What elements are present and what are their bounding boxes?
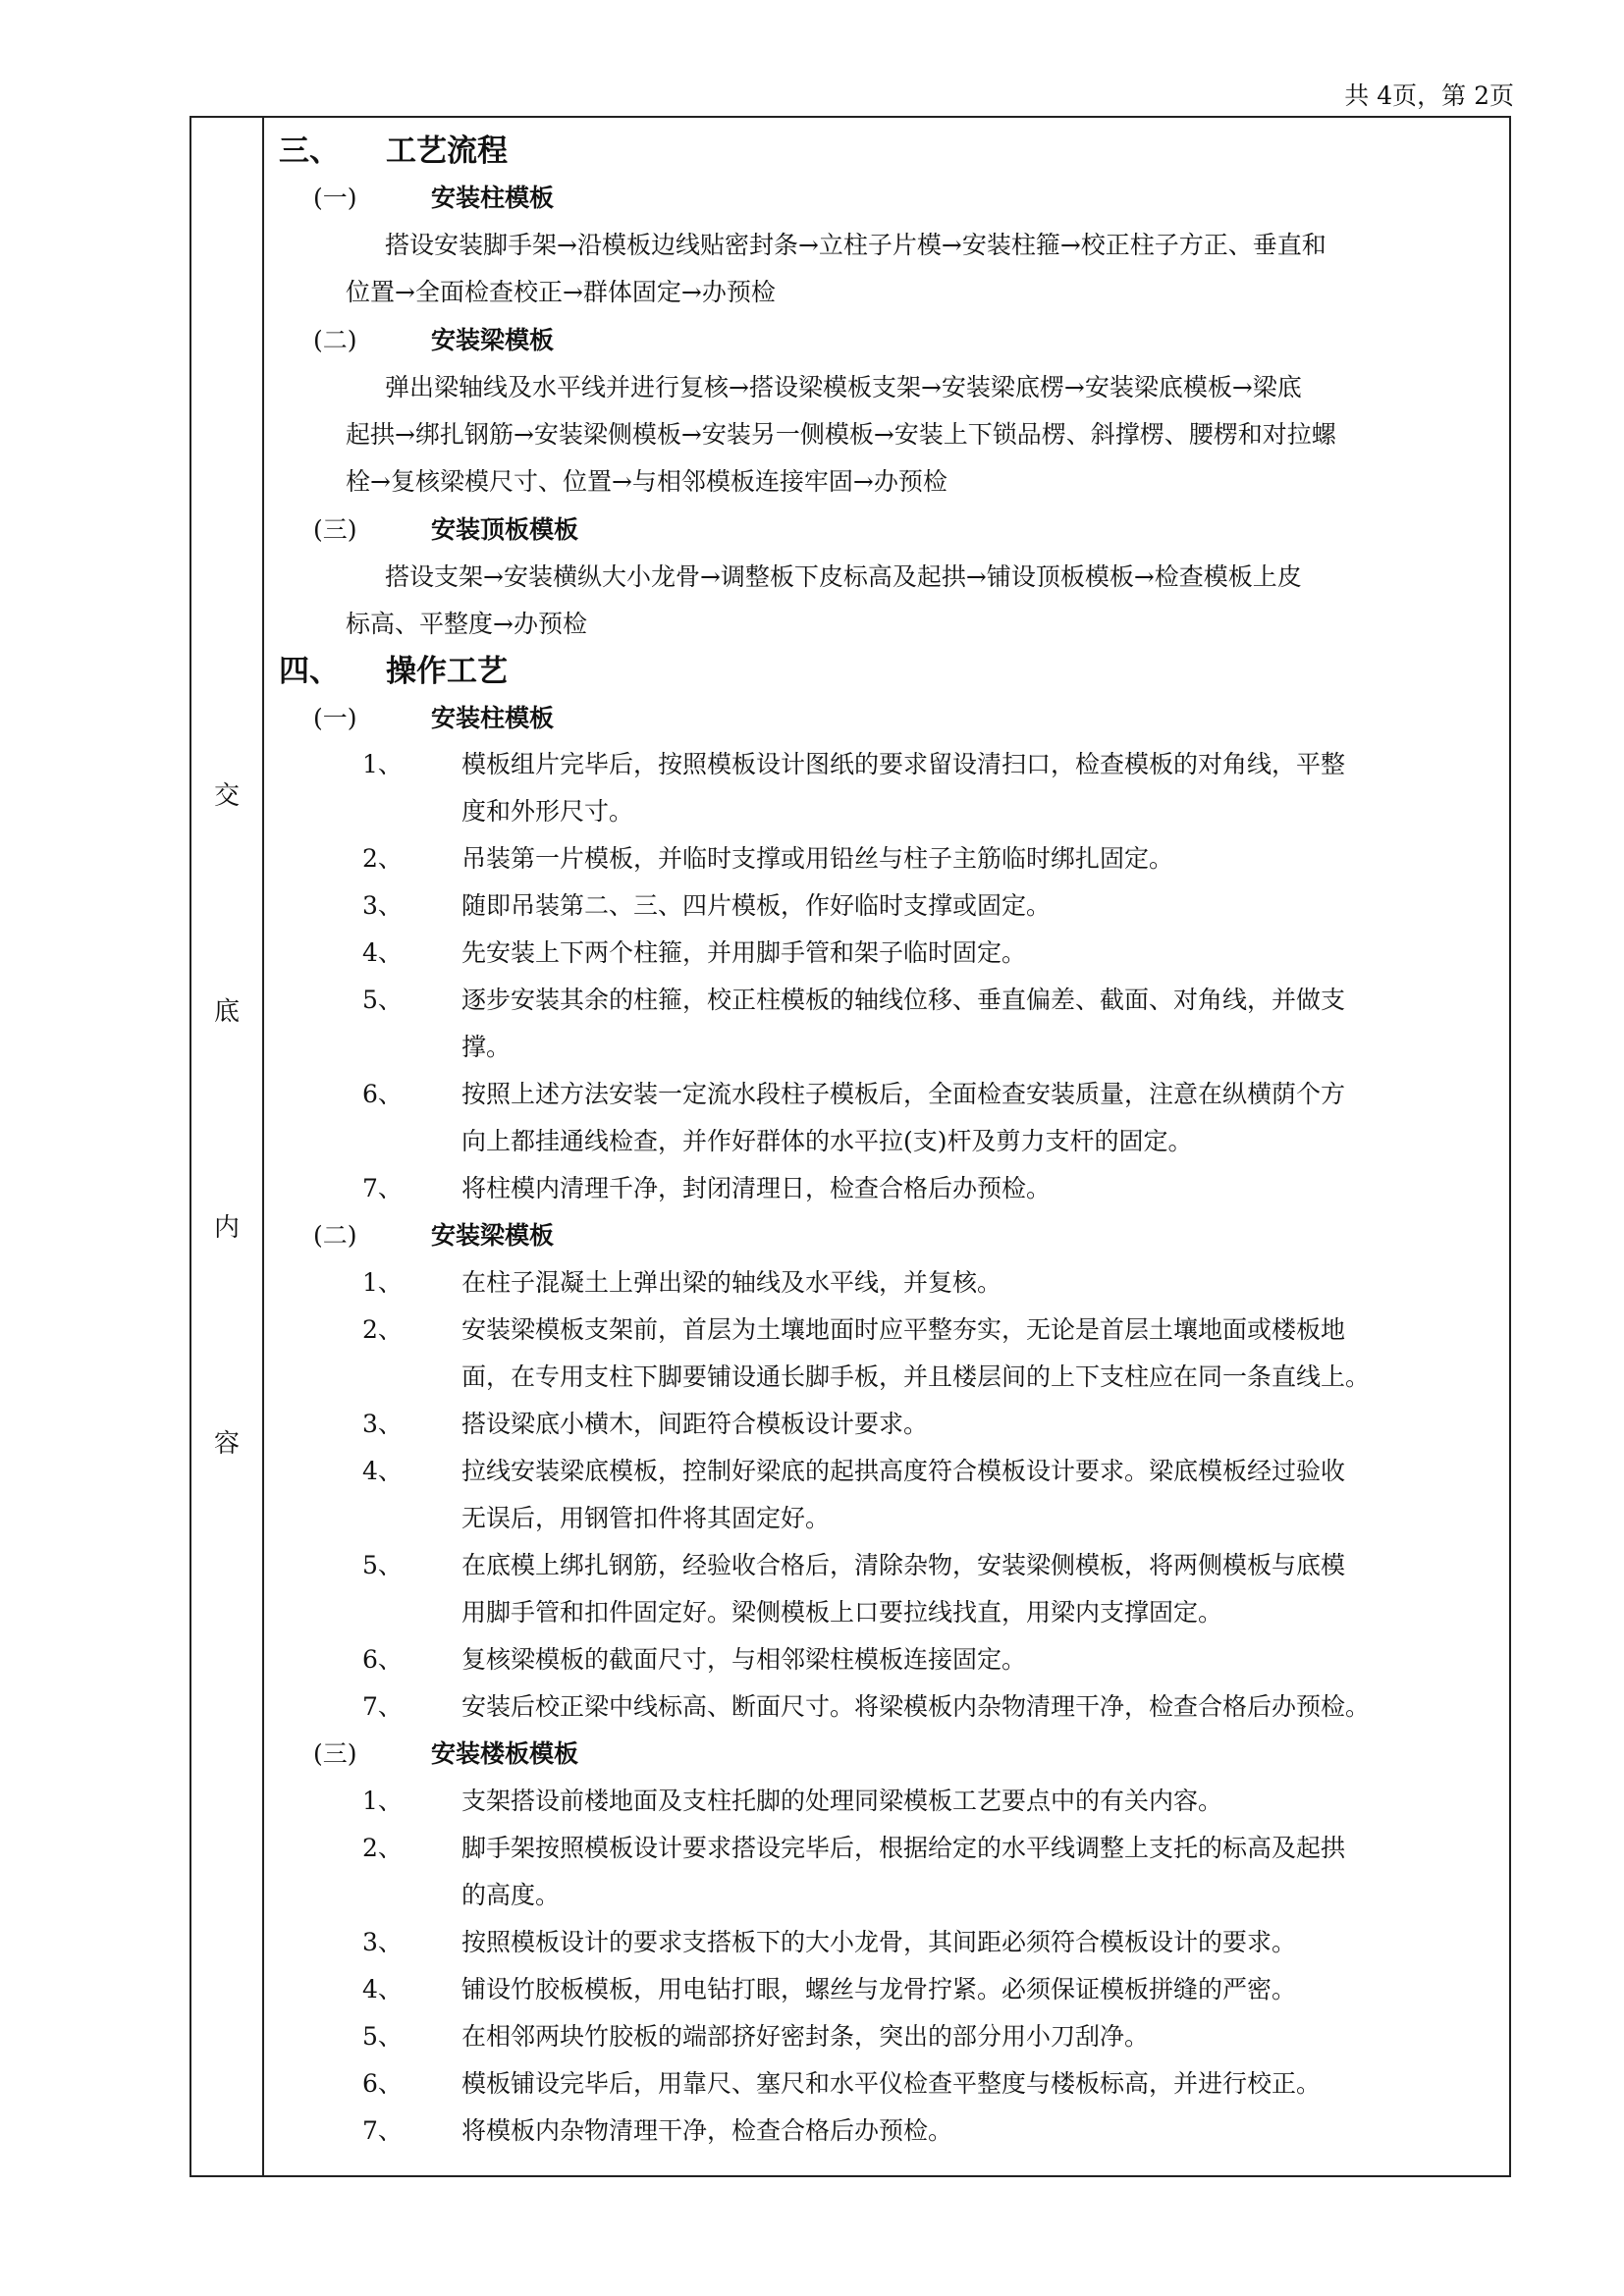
item-number: 2、 (362, 844, 403, 873)
paragraph-line: 弹出梁轴线及水平线并进行复核→搭设梁模板支架→安装梁底楞→安装梁底模板→梁底 (385, 373, 1302, 401)
subsection-number: (一) (313, 184, 357, 212)
item-number: 6、 (362, 2069, 403, 2098)
item-line: 度和外形尺寸。 (461, 797, 634, 826)
item-number: 4、 (362, 1457, 403, 1485)
paragraph-line: 搭设安装脚手架→沿模板边线贴密封条→立柱子片模→安装柱箍→校正柱子方正、垂直和 (385, 231, 1326, 259)
item-line: 模板铺设完毕后，用靠尺、塞尺和水平仪检查平整度与楼板标高，并进行校正。 (461, 2069, 1322, 2098)
section-number: 三、 (279, 133, 340, 169)
paragraph-line: 栓→复核梁模尺寸、位置→与相邻模板连接牢固→办预检 (346, 467, 947, 496)
item-line: 随即吊装第二、三、四片模板，作好临时支撑或固定。 (461, 891, 1052, 920)
item-line: 向上都挂通线检查，并作好群体的水平拉(支)杆及剪力支杆的固定。 (461, 1127, 1193, 1155)
section-number: 四、 (279, 654, 340, 689)
subsection-heading (313, 323, 554, 358)
subsection-heading (313, 1218, 554, 1254)
section-title: 工艺流程 (386, 133, 508, 169)
content-cell (262, 118, 1509, 2175)
item-number: 7、 (362, 1692, 403, 1721)
item-number: 5、 (362, 2022, 403, 2051)
item-number: 1、 (362, 750, 403, 778)
item-line: 支架搭设前楼地面及支柱托脚的处理同梁模板工艺要点中的有关内容。 (461, 1787, 1223, 1815)
item-line: 吊装第一片模板，并临时支撑或用铅丝与柱子主筋临时绑扎固定。 (461, 844, 1174, 873)
subsection-title: 安装梁模板 (431, 326, 555, 354)
item-line: 将柱模内清理千净，封闭清理日，检查合格后办预检。 (461, 1174, 1052, 1202)
item-line: 逐步安装其余的柱箍，校正柱模板的轴线位移、垂直偏差、截面、对角线，并做支 (461, 986, 1346, 1014)
item-number: 5、 (362, 986, 403, 1014)
item-line: 拉线安装梁底模板，控制好梁底的起拱高度符合模板设计要求。梁底模板经过验收 (461, 1457, 1346, 1485)
subsection-heading (313, 701, 554, 736)
subsection-title: 安装梁模板 (431, 1221, 555, 1250)
item-number: 7、 (362, 2116, 403, 2145)
disclosure-table (189, 116, 1511, 2177)
subsection-number: (二) (313, 1221, 357, 1250)
section-title: 操作工艺 (386, 654, 508, 689)
item-number: 3、 (362, 891, 403, 920)
item-number: 2、 (362, 1315, 403, 1344)
subsection-number: (二) (313, 326, 357, 354)
item-line: 按照上述方法安装一定流水段柱子模板后，全面检查安装质量，注意在纵横荫个方 (461, 1080, 1346, 1108)
item-line: 安装梁模板支架前，首层为土壤地面时应平整夯实，无论是首层土壤地面或楼板地 (461, 1315, 1346, 1344)
item-line: 先安装上下两个柱箍，并用脚手管和架子临时固定。 (461, 938, 1027, 967)
item-number: 1、 (362, 1787, 403, 1815)
item-line: 安装后校正梁中线标高、断面尺寸。将梁模板内杂物清理干净，检查合格后办预检。 (461, 1692, 1371, 1721)
side-label-char: 底 (213, 997, 240, 1027)
subsection-number: (三) (313, 1739, 357, 1768)
item-line: 在相邻两块竹胶板的端部挤好密封条，突出的部分用小刀刮净。 (461, 2022, 1150, 2051)
side-label-column (191, 118, 264, 2175)
item-number: 4、 (362, 938, 403, 967)
item-number: 5、 (362, 1551, 403, 1579)
item-line: 复核梁模板的截面尺寸，与相邻梁柱模板连接固定。 (461, 1645, 1027, 1674)
item-number: 6、 (362, 1645, 403, 1674)
paragraph-line: 位置→全面检查校正→群体固定→办预检 (346, 278, 776, 306)
item-number: 3、 (362, 1410, 403, 1438)
item-line: 按照模板设计的要求支搭板下的大小龙骨，其间距必须符合模板设计的要求。 (461, 1928, 1297, 1956)
side-label-char: 交 (213, 781, 240, 811)
item-line: 在底模上绑扎钢筋，经验收合格后，清除杂物，安装梁侧模板，将两侧模板与底模 (461, 1551, 1346, 1579)
section-heading (279, 654, 508, 689)
item-line: 面，在专用支柱下脚要铺设通长脚手板，并且楼层间的上下支柱应在同一条直线上。 (461, 1362, 1371, 1391)
item-number: 6、 (362, 1080, 403, 1108)
item-number: 3、 (362, 1928, 403, 1956)
subsection-number: (三) (313, 515, 357, 544)
item-line: 铺设竹胶板模板，用电钻打眼，螺丝与龙骨拧紧。必须保证模板拼缝的严密。 (461, 1975, 1297, 2003)
subsection-heading (313, 512, 578, 548)
item-line: 搭设梁底小横木，间距符合模板设计要求。 (461, 1410, 929, 1438)
paragraph-line: 标高、平整度→办预检 (346, 610, 587, 638)
item-number: 7、 (362, 1174, 403, 1202)
item-line: 脚手架按照模板设计要求搭设完毕后，根据给定的水平线调整上支托的标高及起拱 (461, 1834, 1346, 1862)
subsection-title: 安装柱模板 (431, 184, 555, 212)
item-number: 4、 (362, 1975, 403, 2003)
item-line: 用脚手管和扣件固定好。梁侧模板上口要拉线找直，用梁内支撑固定。 (461, 1598, 1223, 1627)
item-line: 的高度。 (461, 1881, 561, 1909)
subsection-number: (一) (313, 704, 357, 732)
subsection-title: 安装楼板模板 (431, 1739, 579, 1768)
page-number: 共 4页，第 2页 (1344, 81, 1514, 110)
item-number: 2、 (362, 1834, 403, 1862)
subsection-title: 安装柱模板 (431, 704, 555, 732)
item-line: 无误后，用钢管扣件将其固定好。 (461, 1504, 831, 1532)
side-label-char: 容 (213, 1429, 240, 1459)
item-line: 在柱子混凝土上弹出梁的轴线及水平线，并复核。 (461, 1268, 1002, 1297)
paragraph-line: 起拱→绑扎钢筋→安装梁侧模板→安装另一侧模板→安装上下锁品楞、斜撑楞、腰楞和对拉螺 (346, 420, 1336, 449)
item-line: 模板组片完毕后，按照模板设计图纸的要求留设清扫口，检查模板的对角线，平整 (461, 750, 1346, 778)
subsection-title: 安装顶板模板 (431, 515, 579, 544)
subsection-heading (313, 181, 554, 216)
subsection-heading (313, 1736, 578, 1772)
item-number: 1、 (362, 1268, 403, 1297)
side-label-char: 内 (213, 1213, 240, 1243)
paragraph-line: 搭设支架→安装横纵大小龙骨→调整板下皮标高及起拱→铺设顶板模板→检查模板上皮 (385, 562, 1302, 591)
section-heading (279, 133, 508, 169)
item-line: 将模板内杂物清理干净，检查合格后办预检。 (461, 2116, 953, 2145)
item-line: 撑。 (461, 1033, 512, 1061)
